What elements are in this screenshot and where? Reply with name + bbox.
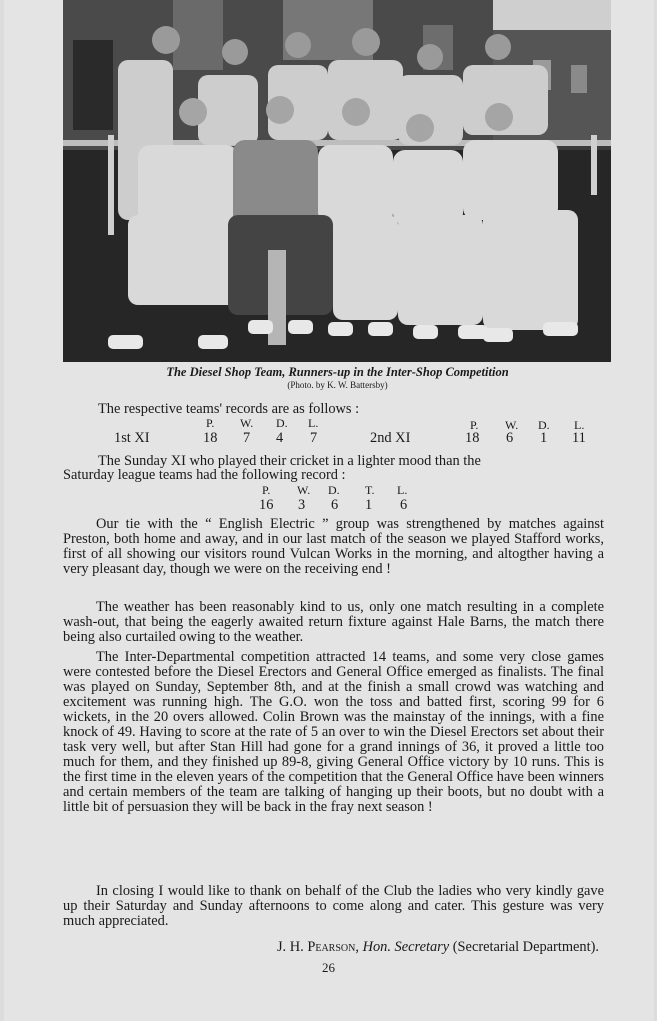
sunday-played: 16 (259, 497, 274, 513)
team2-won: 6 (506, 430, 514, 446)
paragraph-english-electric: Our tie with the “ English Electric ” group was strengthened by matches against Preston, both home and away, and in our last match of the season we played Stafford works, first of all showing our visitors round Vulcan Works in the morning, and altogther having a very pleasant day, though we were on the receiving end ! (63, 516, 604, 577)
signature-dept: (Secretarial Department). (452, 939, 599, 955)
records-header: W. (505, 418, 519, 432)
sunday-drawn: 6 (331, 497, 339, 513)
records-header: D. (538, 418, 550, 432)
team-photo (63, 0, 611, 362)
signature-name: J. H. Pearson, (276, 939, 359, 955)
team2-lost: 11 (572, 430, 586, 446)
team2-played: 18 (465, 430, 480, 446)
sunday-lost: 6 (400, 497, 408, 513)
records-intro: The respective teams' records are as follows : (98, 401, 360, 417)
photo-caption: The Diesel Shop Team, Runners-up in the Inter-Shop Competition (166, 365, 509, 379)
sunday-header: D. (328, 483, 340, 497)
team2-drawn: 1 (540, 430, 548, 446)
records-header: P. (206, 416, 215, 430)
team1-won: 7 (243, 430, 251, 446)
paragraph-weather: The weather has been reasonably kind to us, only one match resulting in a complete wash-out, that being the eagerly awaited return fixture against Hale Barns, the match there being also curtailed owing to the weather. (63, 599, 604, 645)
team1-lost: 7 (310, 430, 318, 446)
paragraph-closing: In closing I would like to thank on behalf of the Club the ladies who very kindly gave up their Saturday and Sunday afternoons to come along and cater. This gesture was very much appreciated. (63, 883, 604, 929)
sunday-header: L. (397, 483, 408, 497)
signature (277, 939, 599, 956)
records-header: W. (240, 416, 254, 430)
team2-name: 2nd XI (370, 430, 411, 446)
paragraph-inter-departmental: The Inter-Departmental competition attracted 14 teams, and some very close games were contested before the Diesel Erectors and General Office emerged as finalists. The final was played on Sunday, September 8th, and at the finish a small crowd was watching and excitement was running high. The G.O. won the toss and batted first, scoring 99 for 6 wickets, in the 20 overs allowed. Colin Brown was the mainstay of the innings, with a fine knock of 49. Having to score at the rate of 5 an over to win the Diesel Erectors set about their task very well, but after Stan Hill had gone for a grand innings of 36, it proved a little too much for them, and they finished up 89-8, giving General Office victory by 10 runs. This is the first time in the eleven years of the competition that the General Office have been winners and certain members of the team are talking of hanging up their boots, but no doubt with a little bit of persuasion they will be back in the fray next season ! (63, 649, 604, 815)
records-header: D. (276, 416, 288, 430)
page-number: 26 (322, 960, 335, 975)
sunday-header: W. (297, 483, 311, 497)
team1-drawn: 4 (276, 430, 284, 446)
signature-title: Hon. Secretary (362, 939, 450, 955)
records-header: L. (574, 418, 585, 432)
records-header: L. (308, 416, 319, 430)
sunday-tied: 1 (365, 497, 373, 513)
sunday-header: T. (365, 483, 375, 497)
photo-credit: (Photo. by K. W. Battersby) (287, 380, 388, 390)
team1-played: 18 (203, 430, 218, 446)
records-header: P. (470, 418, 479, 432)
sunday-won: 3 (298, 497, 306, 513)
sunday-line2: Saturday league teams had the following record : (63, 467, 346, 483)
team1-name: 1st XI (114, 430, 150, 446)
sunday-line1: The Sunday XI who played their cricket in a lighter mood than the (98, 453, 481, 469)
sunday-header: P. (262, 483, 271, 497)
